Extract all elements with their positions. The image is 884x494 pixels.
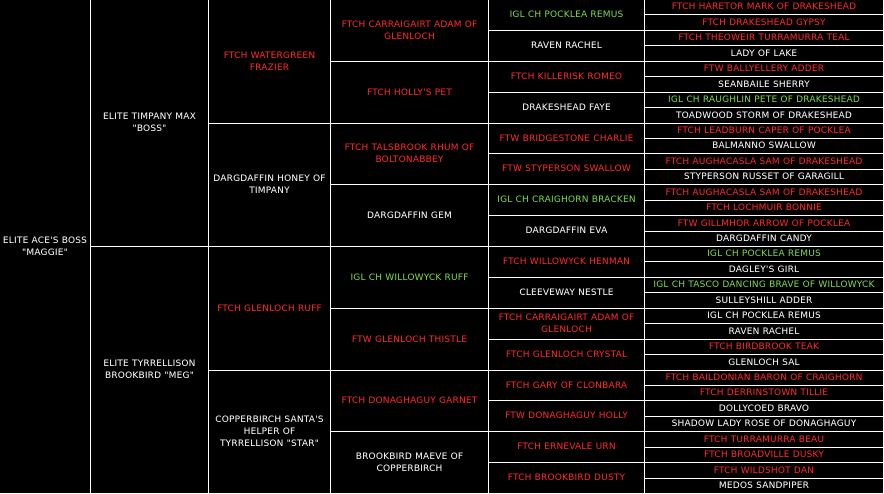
generation-4-dam: [489, 340, 645, 371]
generation-3-sire-label: FTCH DONAGHAGUY GARNET: [341, 396, 478, 406]
generation-2-dam: [209, 371, 331, 494]
generation-5-dam-label: RAVEN RACHEL: [728, 326, 800, 337]
generation-5-sire-label: DOLLYCOED BRAVO: [718, 403, 810, 414]
generation-5-sire-label: FTCH WILDSHOT DAN: [713, 465, 815, 476]
generation-5-dam-label: FTCH DRAKESHEAD GYPSY: [702, 17, 826, 28]
generation-4-dam-label: DARGDAFFIN EVA: [525, 226, 608, 236]
generation-4-dam-label: DRAKESHEAD FAYE: [522, 103, 611, 113]
generation-4-sire: [489, 185, 645, 216]
generation-5-sire: [645, 154, 884, 170]
generation-3-sire-label: FTCH CARRAIGAIRT ADAM OF GLENLOCH: [341, 19, 478, 42]
generation-4-dam: [489, 463, 645, 494]
generation-5-dam: [645, 170, 884, 185]
generation-4-dam-label: FTCH BROOKBIRD DUSTY: [507, 473, 626, 483]
generation-3-dam: [331, 185, 489, 247]
generation-4-sire-label: IGL CH CRAIGHORN BRACKEN: [497, 195, 636, 205]
generation-1-sire: [91, 0, 209, 247]
generation-4-sire: [489, 62, 645, 93]
generation-5-sire-label: IGL CH TASCO DANCING BRAVE OF WILLOWYCK: [653, 280, 875, 290]
generation-2-dam: [209, 124, 331, 247]
generation-5-sire-label: FTCH AUGHACASLA SAM OF DRAKESHEAD: [665, 156, 863, 167]
generation-2-sire-label: FTCH GLENLOCH RUFF: [217, 303, 322, 314]
generation-5-dam: [645, 386, 884, 401]
generation-3-sire: [331, 124, 489, 185]
generation-4-sire: [489, 247, 645, 278]
generation-3-sire: [331, 247, 489, 309]
generation-5-dam-label: SEANBAILE SHERRY: [718, 79, 810, 90]
generation-5-dam-label: SULLEYSHILL ADDER: [715, 295, 813, 306]
generation-5-dam: [645, 232, 884, 247]
generation-5-sire-label: IGL CH POCKLEA REMUS: [707, 249, 821, 259]
generation-5-sire-label: IGL CH RAUGHLIN PETE OF DRAKESHEAD: [668, 95, 860, 105]
generation-5-sire-label: FTW GILLMHOR ARROW OF POCKLEA: [677, 218, 851, 229]
generation-3-sire: [331, 371, 489, 432]
generation-5-sire-label: FTCH HARETOR MARK OF DRAKESHEAD: [671, 2, 857, 12]
generation-4-dam-label: CLEEVEWAY NESTLE: [519, 288, 614, 298]
generation-4-sire-label: FTCH CARRAIGAIRT ADAM OF GLENLOCH: [498, 313, 635, 335]
generation-5-dam-label: GLENLOCH SAL: [728, 357, 800, 368]
generation-2-sire: [209, 0, 331, 124]
generation-2-dam-label: COPPERBIRCH SANTA'S HELPER OF TYRRELLISON "STAR": [215, 415, 324, 449]
subject-dog: [0, 0, 91, 494]
generation-5-dam: [645, 15, 884, 31]
generation-5-sire-label: FTW BALLYELLERY ADDER: [703, 64, 825, 74]
generation-4-sire-label: IGL CH POCKLEA REMUS: [509, 10, 624, 20]
generation-5-dam: [645, 262, 884, 278]
generation-5-sire: [645, 340, 884, 355]
generation-5-sire: [645, 62, 884, 77]
generation-3-dam-label: FTW GLENLOCH THISTLE: [351, 334, 468, 345]
generation-5-dam-label: BALMANNO SWALLOW: [712, 141, 816, 151]
generation-5-dam-label: DAGLEY'S GIRL: [728, 264, 800, 275]
generation-3-sire-label: FTCH TALSBROOK RHUM OF BOLTONABBEY: [344, 143, 475, 165]
generation-5-sire: [645, 247, 884, 262]
generation-5-dam: [645, 46, 884, 62]
generation-5-sire: [645, 401, 884, 417]
generation-2-dam-label: DARGDAFFIN HONEY OF TIMPANY: [213, 174, 326, 196]
generation-3-dam: [331, 62, 489, 124]
generation-5-dam-label: FTCH BROADVILLE DUSKY: [703, 450, 825, 460]
generation-4-dam: [489, 216, 645, 247]
generation-5-dam: [645, 201, 884, 216]
generation-3-dam-label: FTCH HOLLY'S PET: [367, 87, 452, 98]
generation-4-dam: [489, 31, 645, 62]
generation-1-sire-label: ELITE TIMPANY MAX "BOSS": [103, 112, 196, 134]
generation-5-sire-label: FTCH AUGHACASLA SAM OF DRAKESHEAD: [665, 187, 863, 198]
generation-5-dam-label: MEDOS SANDPIPER: [718, 481, 810, 491]
generation-5-sire-label: FTCH BIRDBROOK TEAK: [708, 342, 820, 352]
generation-5-dam-label: SHADOW LADY ROSE OF DONAGHAGUY: [671, 419, 857, 429]
generation-5-sire: [645, 31, 884, 46]
generation-5-dam-label: LADY OF LAKE: [730, 48, 798, 59]
generation-5-sire-label: IGL CH POCKLEA REMUS: [707, 311, 821, 321]
generation-5-dam: [645, 417, 884, 432]
generation-5-sire: [645, 309, 884, 324]
generation-4-dam-label: FTCH GLENLOCH CRYSTAL: [505, 350, 628, 360]
generation-5-dam: [645, 77, 884, 93]
generation-5-dam: [645, 448, 884, 463]
generation-5-sire: [645, 278, 884, 293]
generation-3-sire-label: IGL CH WILLOWYCK RUFF: [350, 272, 469, 283]
generation-4-sire-label: FTCH WILLOWYCK HENMAN: [502, 257, 631, 267]
generation-5-dam: [645, 293, 884, 309]
generation-5-sire-label: FTCH LEADBURN CAPER OF POCKLEA: [677, 126, 851, 136]
generation-4-dam-label: FTW STYPERSON SWALLOW: [502, 164, 631, 174]
generation-4-sire: [489, 124, 645, 154]
generation-3-dam-label: DARGDAFFIN GEM: [367, 210, 452, 221]
generation-2-sire: [209, 247, 331, 371]
generation-5-sire: [645, 216, 884, 232]
generation-4-sire: [489, 432, 645, 463]
generation-5-dam-label: FTCH DERRINSTOWN TILLIE: [699, 388, 829, 398]
generation-3-dam: [331, 432, 489, 494]
generation-3-dam-label: BROOKBIRD MAEVE OF COPPERBIRCH: [355, 451, 464, 474]
generation-2-sire-label: FTCH WATERGREEN FRAZIER: [223, 50, 316, 73]
generation-4-sire-label: FTW BRIDGESTONE CHARLIE: [499, 133, 634, 144]
generation-5-dam-label: STYPERSON RUSSET OF GARAGILL: [683, 172, 845, 182]
generation-5-dam-label: DARGDAFFIN CANDY: [716, 234, 812, 244]
generation-4-sire-label: FTCH KILLERISK ROMEO: [510, 72, 623, 82]
generation-5-sire: [645, 124, 884, 139]
generation-5-dam: [645, 479, 884, 494]
generation-4-dam-label: FTW DONAGHAGUY HOLLY: [505, 411, 628, 421]
generation-4-sire: [489, 309, 645, 340]
generation-5-sire: [645, 93, 884, 108]
generation-5-dam: [645, 139, 884, 154]
generation-4-sire-label: FTCH GARY OF CLONBARA: [505, 380, 628, 391]
generation-4-dam: [489, 401, 645, 432]
generation-5-sire-label: FTCH THEOWEIR TURRAMURRA TEAL: [678, 33, 850, 43]
generation-5-sire: [645, 185, 884, 201]
generation-5-sire: [645, 463, 884, 479]
generation-5-sire: [645, 371, 884, 386]
generation-5-dam: [645, 355, 884, 371]
generation-5-dam: [645, 324, 884, 340]
generation-4-sire: [489, 371, 645, 401]
generation-1-dam-label: ELITE TYRRELLISON BROOKBIRD "MEG": [103, 359, 196, 381]
generation-4-dam-label: RAVEN RACHEL: [531, 41, 602, 51]
generation-4-dam: [489, 154, 645, 185]
generation-4-sire-label: FTCH ERNEVALE URN: [517, 442, 616, 452]
generation-5-sire: [645, 0, 884, 15]
generation-5-sire: [645, 432, 884, 448]
generation-1-dam: [91, 247, 209, 494]
generation-4-dam: [489, 278, 645, 309]
generation-4-dam: [489, 93, 645, 124]
generation-5-sire-label: FTCH TURRAMURRA BEAU: [703, 434, 825, 445]
generation-5-sire-label: FTCH BAILDONIAN BARON OF CRAIGHORN: [665, 373, 863, 383]
generation-5-dam-label: FTCH LOCHMUIR BONNIE: [706, 203, 822, 213]
generation-3-sire: [331, 0, 489, 62]
generation-5-dam: [645, 108, 884, 124]
generation-4-sire: [489, 0, 645, 31]
generation-5-dam-label: TOADWOOD STORM OF DRAKESHEAD: [675, 110, 853, 121]
generation-3-dam: [331, 309, 489, 371]
subject-dog-label: ELITE ACE'S BOSS "MAGGIE": [2, 235, 88, 258]
